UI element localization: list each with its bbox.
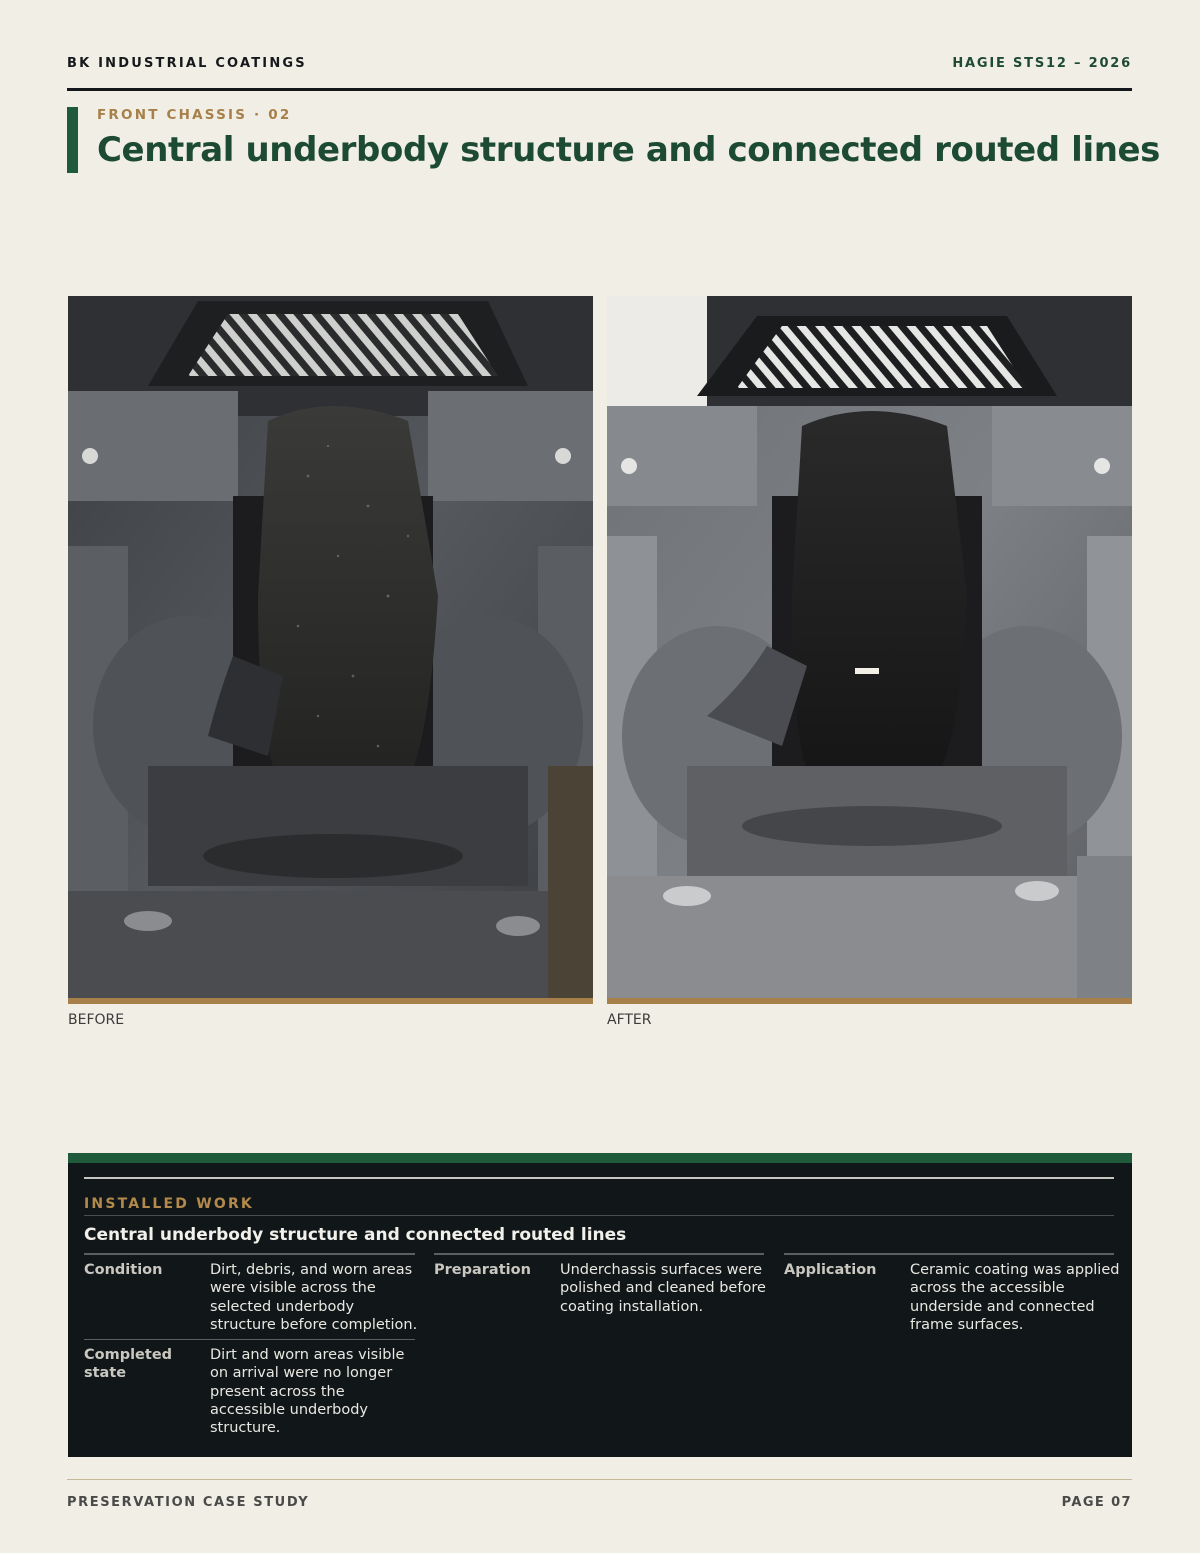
footer-rule — [67, 1479, 1132, 1480]
document-reference: HAGIE STS12 – 2026 — [952, 56, 1132, 71]
work-item-key: Preparation — [434, 1262, 531, 1278]
work-item-value: Dirt and worn areas visible on arrival were no longer present across the accessible underbody structure. — [210, 1347, 405, 1437]
title-accent-bar — [67, 107, 78, 173]
installed-work-heading: Central underbody structure and connected routed lines — [84, 1225, 627, 1245]
work-item-key: Condition — [84, 1262, 163, 1278]
work-item-application — [784, 1253, 1120, 1339]
footer-doc-type: PRESERVATION CASE STUDY — [67, 1495, 310, 1510]
work-item-preparation — [434, 1253, 764, 1339]
work-item-key: Completed state — [84, 1347, 173, 1381]
panel-divider — [84, 1215, 1114, 1216]
work-item-value: Dirt, debris, and worn areas were visible across the selected underbody structure before completion. — [210, 1262, 418, 1333]
before-photo — [68, 296, 593, 1004]
page-title: Central underbody structure and connected routed lines — [97, 130, 1160, 170]
page-header — [67, 56, 1132, 91]
work-item-condition — [84, 1253, 418, 1339]
after-photo — [607, 296, 1132, 1004]
work-item-value: Ceramic coating was applied across the accessible underside and connected frame surfaces. — [910, 1262, 1120, 1333]
page-number: PAGE 07 — [1061, 1495, 1132, 1510]
work-item-key: Application — [784, 1262, 877, 1278]
work-item-value: Underchassis surfaces were polished and cleaned before coating installation. — [560, 1262, 766, 1315]
before-caption: BEFORE — [68, 1012, 125, 1028]
brand-name: BK INDUSTRIAL COATINGS — [67, 56, 307, 71]
work-item-completed-state — [84, 1339, 415, 1449]
installed-work-panel — [68, 1153, 1132, 1457]
section-eyebrow: FRONT CHASSIS · 02 — [97, 107, 292, 123]
panel-top-rule — [84, 1177, 1114, 1179]
after-caption: AFTER — [607, 1012, 652, 1028]
section-title-block — [67, 106, 1160, 174]
installed-work-label: INSTALLED WORK — [84, 1196, 254, 1212]
